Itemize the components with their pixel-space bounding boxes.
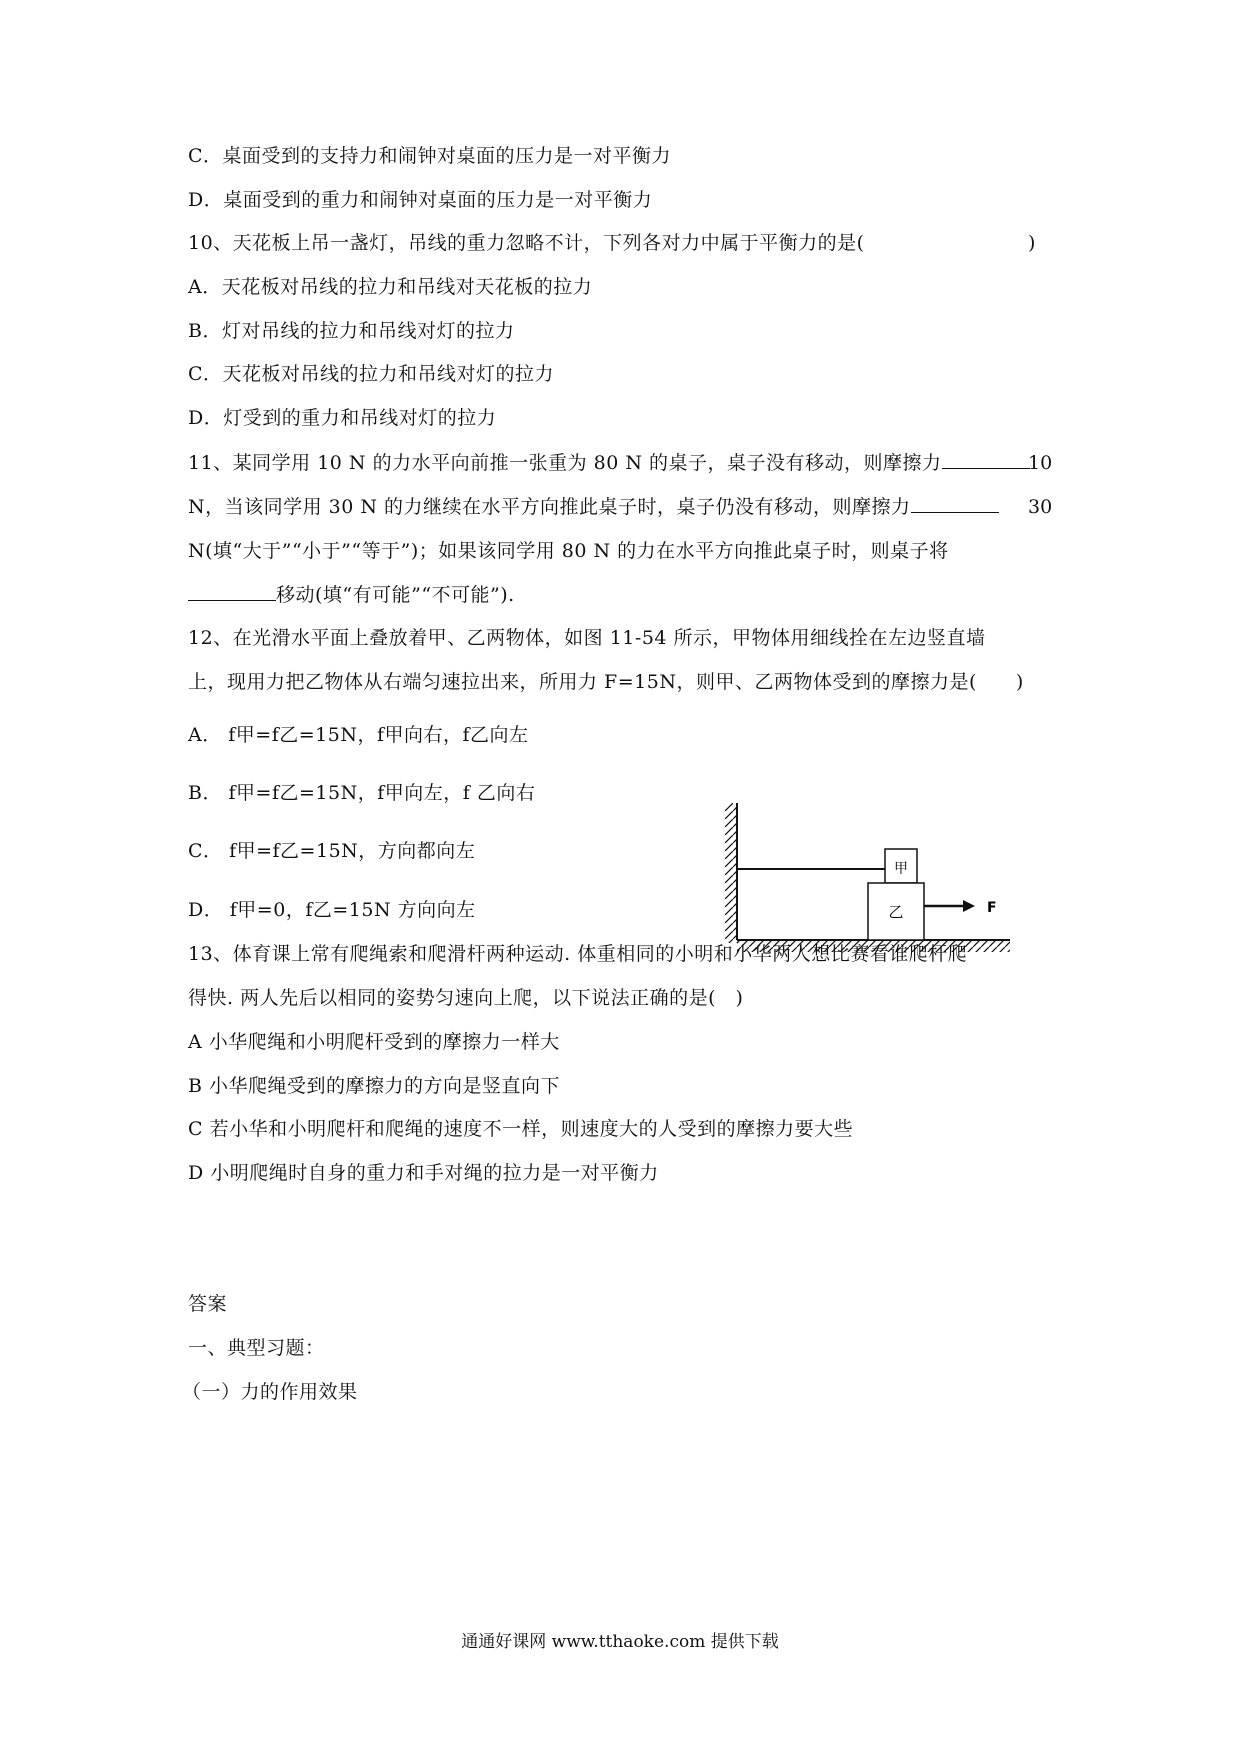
q11-num-1: 10 — [1028, 452, 1053, 474]
q11-line-1 — [188, 450, 1030, 476]
q12-option-d: D． f甲=0，f乙=15N 方向向左 — [188, 899, 476, 921]
force-arrow — [924, 900, 997, 916]
q12-option-c: C． f甲=f乙=15N，方向都向左 — [188, 840, 476, 862]
block-jia — [885, 849, 917, 883]
friction-figure — [725, 795, 1025, 955]
q10-stem-text: 10、天花板上吊一盏灯，吊线的重力忽略不计，下列各对力中属于平衡力的是( — [188, 232, 865, 254]
q13-option-b: B 小华爬绳受到的摩擦力的方向是竖直向下 — [188, 1075, 561, 1097]
q13-line-2: 得快. 两人先后以相同的姿势匀速向上爬，以下说法正确的是( ) — [188, 987, 744, 1009]
q11-line-3: N(填“大于”“小于”“等于”)；如果该同学用 80 N 的力在水平方向推此桌子时，则桌子将 — [188, 540, 949, 562]
wall — [725, 803, 737, 943]
q12-line-1: 12、在光滑水平面上叠放着甲、乙两物体，如图 11-54 所示，甲物体用细线拴在左边竖直墙 — [188, 627, 986, 649]
q11-line-2-text: N，当该同学用 30 N 的力继续在水平方向推此桌子时，桌子仍没有移动，则摩擦力 — [188, 496, 911, 518]
q9-option-c: C．桌面受到的支持力和闹钟对桌面的压力是一对平衡力 — [188, 145, 672, 167]
q13-option-d: D 小明爬绳时自身的重力和手对绳的拉力是一对平衡力 — [188, 1162, 659, 1184]
q11-line-2 — [188, 494, 999, 520]
block-yi-label: 乙 — [888, 903, 904, 921]
block-jia-label: 甲 — [894, 861, 908, 877]
q11-blank-1[interactable] — [942, 450, 1030, 469]
q10-option-c: C．天花板对吊线的拉力和吊线对灯的拉力 — [188, 363, 555, 385]
force-label: F — [987, 900, 997, 916]
q12-line-2: 上，现用力把乙物体从右端匀速拉出来，所用力 F=15N，则甲、乙两物体受到的摩擦力是( ) — [188, 671, 1024, 693]
answers-title: 答案 — [188, 1293, 228, 1315]
q13-option-c: C 若小华和小明爬杆和爬绳的速度不一样，则速度大的人受到的摩擦力要大些 — [188, 1118, 854, 1140]
block-yi — [868, 883, 924, 940]
answers-subsection-1: （一）力的作用效果 — [182, 1381, 358, 1403]
q10-stem-close: ) — [1028, 232, 1036, 254]
q10-option-d: D．灯受到的重力和吊线对灯的拉力 — [188, 407, 497, 429]
q12-option-b: B． f甲=f乙=15N，f甲向左，f 乙向右 — [188, 782, 536, 804]
answers-section-1: 一、典型习题： — [188, 1337, 325, 1359]
page-footer: 通通好课网 www.tthaoke.com 提供下载 — [461, 1632, 779, 1652]
q11-num-2: 30 — [1028, 496, 1053, 518]
q13-line-1: 13、体育课上常有爬绳索和爬滑杆两种运动. 体重相同的小明和小华两人想比赛看谁爬杆爬 — [188, 943, 968, 965]
q11-blank-3[interactable] — [188, 582, 276, 601]
q11-line-4 — [188, 582, 515, 608]
q13-option-a: A 小华爬绳和小明爬杆受到的摩擦力一样大 — [188, 1031, 560, 1053]
q12-option-a: A． f甲=f乙=15N，f甲向右，f乙向左 — [188, 724, 529, 746]
q10-option-a: A．天花板对吊线的拉力和吊线对天花板的拉力 — [188, 276, 593, 298]
q11-line-4-text: 移动(填“有可能”“不可能”). — [276, 584, 515, 606]
q11-blank-2[interactable] — [911, 494, 999, 513]
q11-line-1-text: 11、某同学用 10 N 的力水平向前推一张重为 80 N 的桌子，桌子没有移动，则摩擦力 — [188, 452, 942, 474]
q10-stem — [188, 230, 865, 256]
q10-option-b: B．灯对吊线的拉力和吊线对灯的拉力 — [188, 320, 515, 342]
q9-option-d: D．桌面受到的重力和闹钟对桌面的压力是一对平衡力 — [188, 189, 653, 211]
